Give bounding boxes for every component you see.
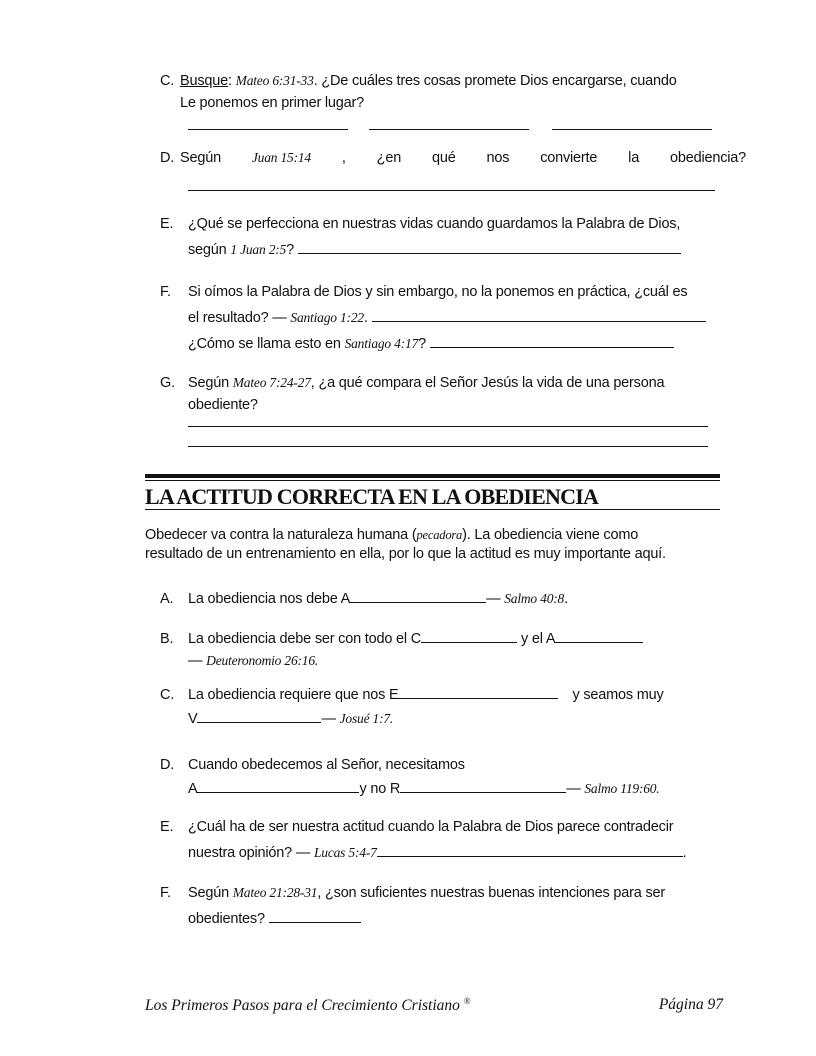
question-text: . ¿De cuáles tres cosas promete Dios encargarse, cuando xyxy=(313,73,677,89)
question-word: Según xyxy=(180,150,221,166)
question-word: obediencia? xyxy=(669,150,746,166)
question-text: V xyxy=(188,711,198,727)
question-text: el resultado? — xyxy=(188,310,291,326)
question-text: — xyxy=(188,653,207,669)
question-text: , ¿son suficientes nuestras buenas intenciones para ser xyxy=(317,885,666,901)
intro-emphasis: pecadora xyxy=(416,528,463,542)
question-text: y el A xyxy=(521,631,556,647)
footer-title-text: Los Primeros Pasos para el Crecimiento Cristiano xyxy=(145,997,460,1015)
question-text: y no R xyxy=(359,781,401,797)
question-text: ¿Cómo se llama esto en xyxy=(188,336,345,352)
question-word: convierte xyxy=(540,150,598,166)
question-word: ¿en xyxy=(376,150,402,166)
question-label: C. xyxy=(160,687,175,703)
answer-blank[interactable] xyxy=(377,842,683,857)
question-text: Según xyxy=(188,375,233,391)
question-text: y seamos muy xyxy=(572,687,664,703)
registered-mark: ® xyxy=(463,996,471,1006)
question-e-top xyxy=(160,211,730,263)
question-text: Según xyxy=(188,885,233,901)
question-text: — xyxy=(486,591,505,607)
answer-line[interactable] xyxy=(552,129,712,130)
question-label: C. xyxy=(160,73,175,89)
scripture-reference: Lucas 5:4-7 xyxy=(313,845,377,860)
question-keyword: Busque xyxy=(180,73,228,89)
answer-line[interactable] xyxy=(188,426,708,427)
question-label: B. xyxy=(160,631,174,647)
answer-blank[interactable] xyxy=(398,684,558,699)
question-text: ? xyxy=(286,242,294,258)
scripture-reference: 1 Juan 2:5 xyxy=(230,242,287,257)
section-divider-thin xyxy=(145,480,720,481)
question-label: A. xyxy=(160,591,174,607)
question-text: , ¿a qué compara el Señor Jesús la vida de una persona xyxy=(310,375,665,391)
question-text: — xyxy=(566,781,585,797)
scripture-reference: Mateo 21:28-31 xyxy=(232,885,318,900)
question-word: qué xyxy=(431,150,456,166)
question-text: Si oímos la Palabra de Dios y sin embargo, no la ponemos en práctica, ¿cuál es xyxy=(188,284,688,300)
answer-line[interactable] xyxy=(188,190,715,191)
question-f-top xyxy=(160,279,730,357)
scripture-reference: Salmo 119:60. xyxy=(584,781,660,796)
section-intro xyxy=(145,526,720,564)
question-text: : xyxy=(227,73,236,89)
question-text: Le ponemos en primer lugar? xyxy=(180,95,365,111)
answer-blank[interactable] xyxy=(421,628,517,643)
question-word: , xyxy=(341,150,346,166)
question-label: D. xyxy=(160,150,175,166)
question-text: obedientes? xyxy=(188,911,265,927)
intro-text: resultado de un entrenamiento en ella, por lo que la actitud es muy importante aquí. xyxy=(145,546,666,562)
answer-line[interactable] xyxy=(188,129,348,130)
question-text: La obediencia nos debe A xyxy=(188,591,351,607)
question-g-top xyxy=(160,372,730,416)
question-b-bottom xyxy=(160,628,730,672)
scripture-reference: Juan 15:14 xyxy=(251,150,311,165)
question-text: A xyxy=(188,781,198,797)
question-d-top xyxy=(160,147,746,169)
question-f-bottom xyxy=(160,880,730,932)
title-underline xyxy=(145,509,720,510)
question-text: según xyxy=(188,242,227,258)
footer-book-title xyxy=(145,996,471,1015)
intro-text: ). La obediencia viene como xyxy=(462,527,639,543)
question-text: . xyxy=(363,310,368,326)
footer-page-number: Página 97 xyxy=(658,996,723,1013)
scripture-reference: Mateo 7:24-27 xyxy=(232,375,311,390)
answer-blank[interactable] xyxy=(372,307,706,322)
question-label: E. xyxy=(160,216,174,232)
answer-blank[interactable] xyxy=(350,588,486,603)
scripture-reference: Salmo 40:8 xyxy=(504,591,565,606)
question-text: . xyxy=(564,591,568,607)
question-text: nuestra opinión? — xyxy=(188,845,314,861)
question-label: F. xyxy=(160,284,171,300)
intro-text: Obedecer va contra la naturaleza humana ( xyxy=(145,527,417,543)
scripture-reference: Josué 1:7. xyxy=(339,711,394,726)
question-word: la xyxy=(628,150,640,166)
question-label: F. xyxy=(160,885,171,901)
question-text: — xyxy=(321,711,340,727)
question-label: G. xyxy=(160,375,175,391)
section-divider-thick xyxy=(145,474,720,478)
answer-line[interactable] xyxy=(369,129,529,130)
scripture-reference: Mateo 6:31-33 xyxy=(235,73,314,88)
section-title xyxy=(145,484,720,510)
answer-blank[interactable] xyxy=(197,778,359,793)
question-text: Cuando obedecemos al Señor, necesitamos xyxy=(188,757,465,773)
question-word: nos xyxy=(486,150,510,166)
section-title-text: LA ACTITUD CORRECTA EN LA OBEDIENCIA xyxy=(145,484,599,509)
answer-line[interactable] xyxy=(188,446,708,447)
question-text: . xyxy=(682,845,687,861)
question-a-bottom xyxy=(160,588,730,610)
scripture-reference: Deuteronomio 26:16. xyxy=(206,653,319,668)
question-text: ¿Cuál ha de ser nuestra actitud cuando la Palabra de Dios parece contradecir xyxy=(188,819,674,835)
scripture-reference: Santiago 1:22 xyxy=(290,310,364,325)
question-text: La obediencia requiere que nos E xyxy=(188,687,399,703)
answer-blank[interactable] xyxy=(400,778,566,793)
question-c-top xyxy=(160,70,730,114)
answer-blank[interactable] xyxy=(555,628,643,643)
question-label: D. xyxy=(160,757,175,773)
question-text: obediente? xyxy=(188,397,258,413)
question-text: ¿Qué se perfecciona en nuestras vidas cuando guardamos la Palabra de Dios, xyxy=(188,216,681,232)
question-label: E. xyxy=(160,819,174,835)
question-e-bottom xyxy=(160,814,730,866)
question-text: ? xyxy=(418,336,426,352)
answer-blank[interactable] xyxy=(298,239,681,254)
answer-blank[interactable] xyxy=(430,333,674,348)
question-text: La obediencia debe ser con todo el C xyxy=(188,631,422,647)
question-c-bottom xyxy=(160,683,730,731)
scripture-reference: Santiago 4:17 xyxy=(344,336,419,351)
answer-blank[interactable] xyxy=(197,708,321,723)
answer-blank[interactable] xyxy=(269,908,361,923)
question-d-bottom xyxy=(160,753,730,801)
